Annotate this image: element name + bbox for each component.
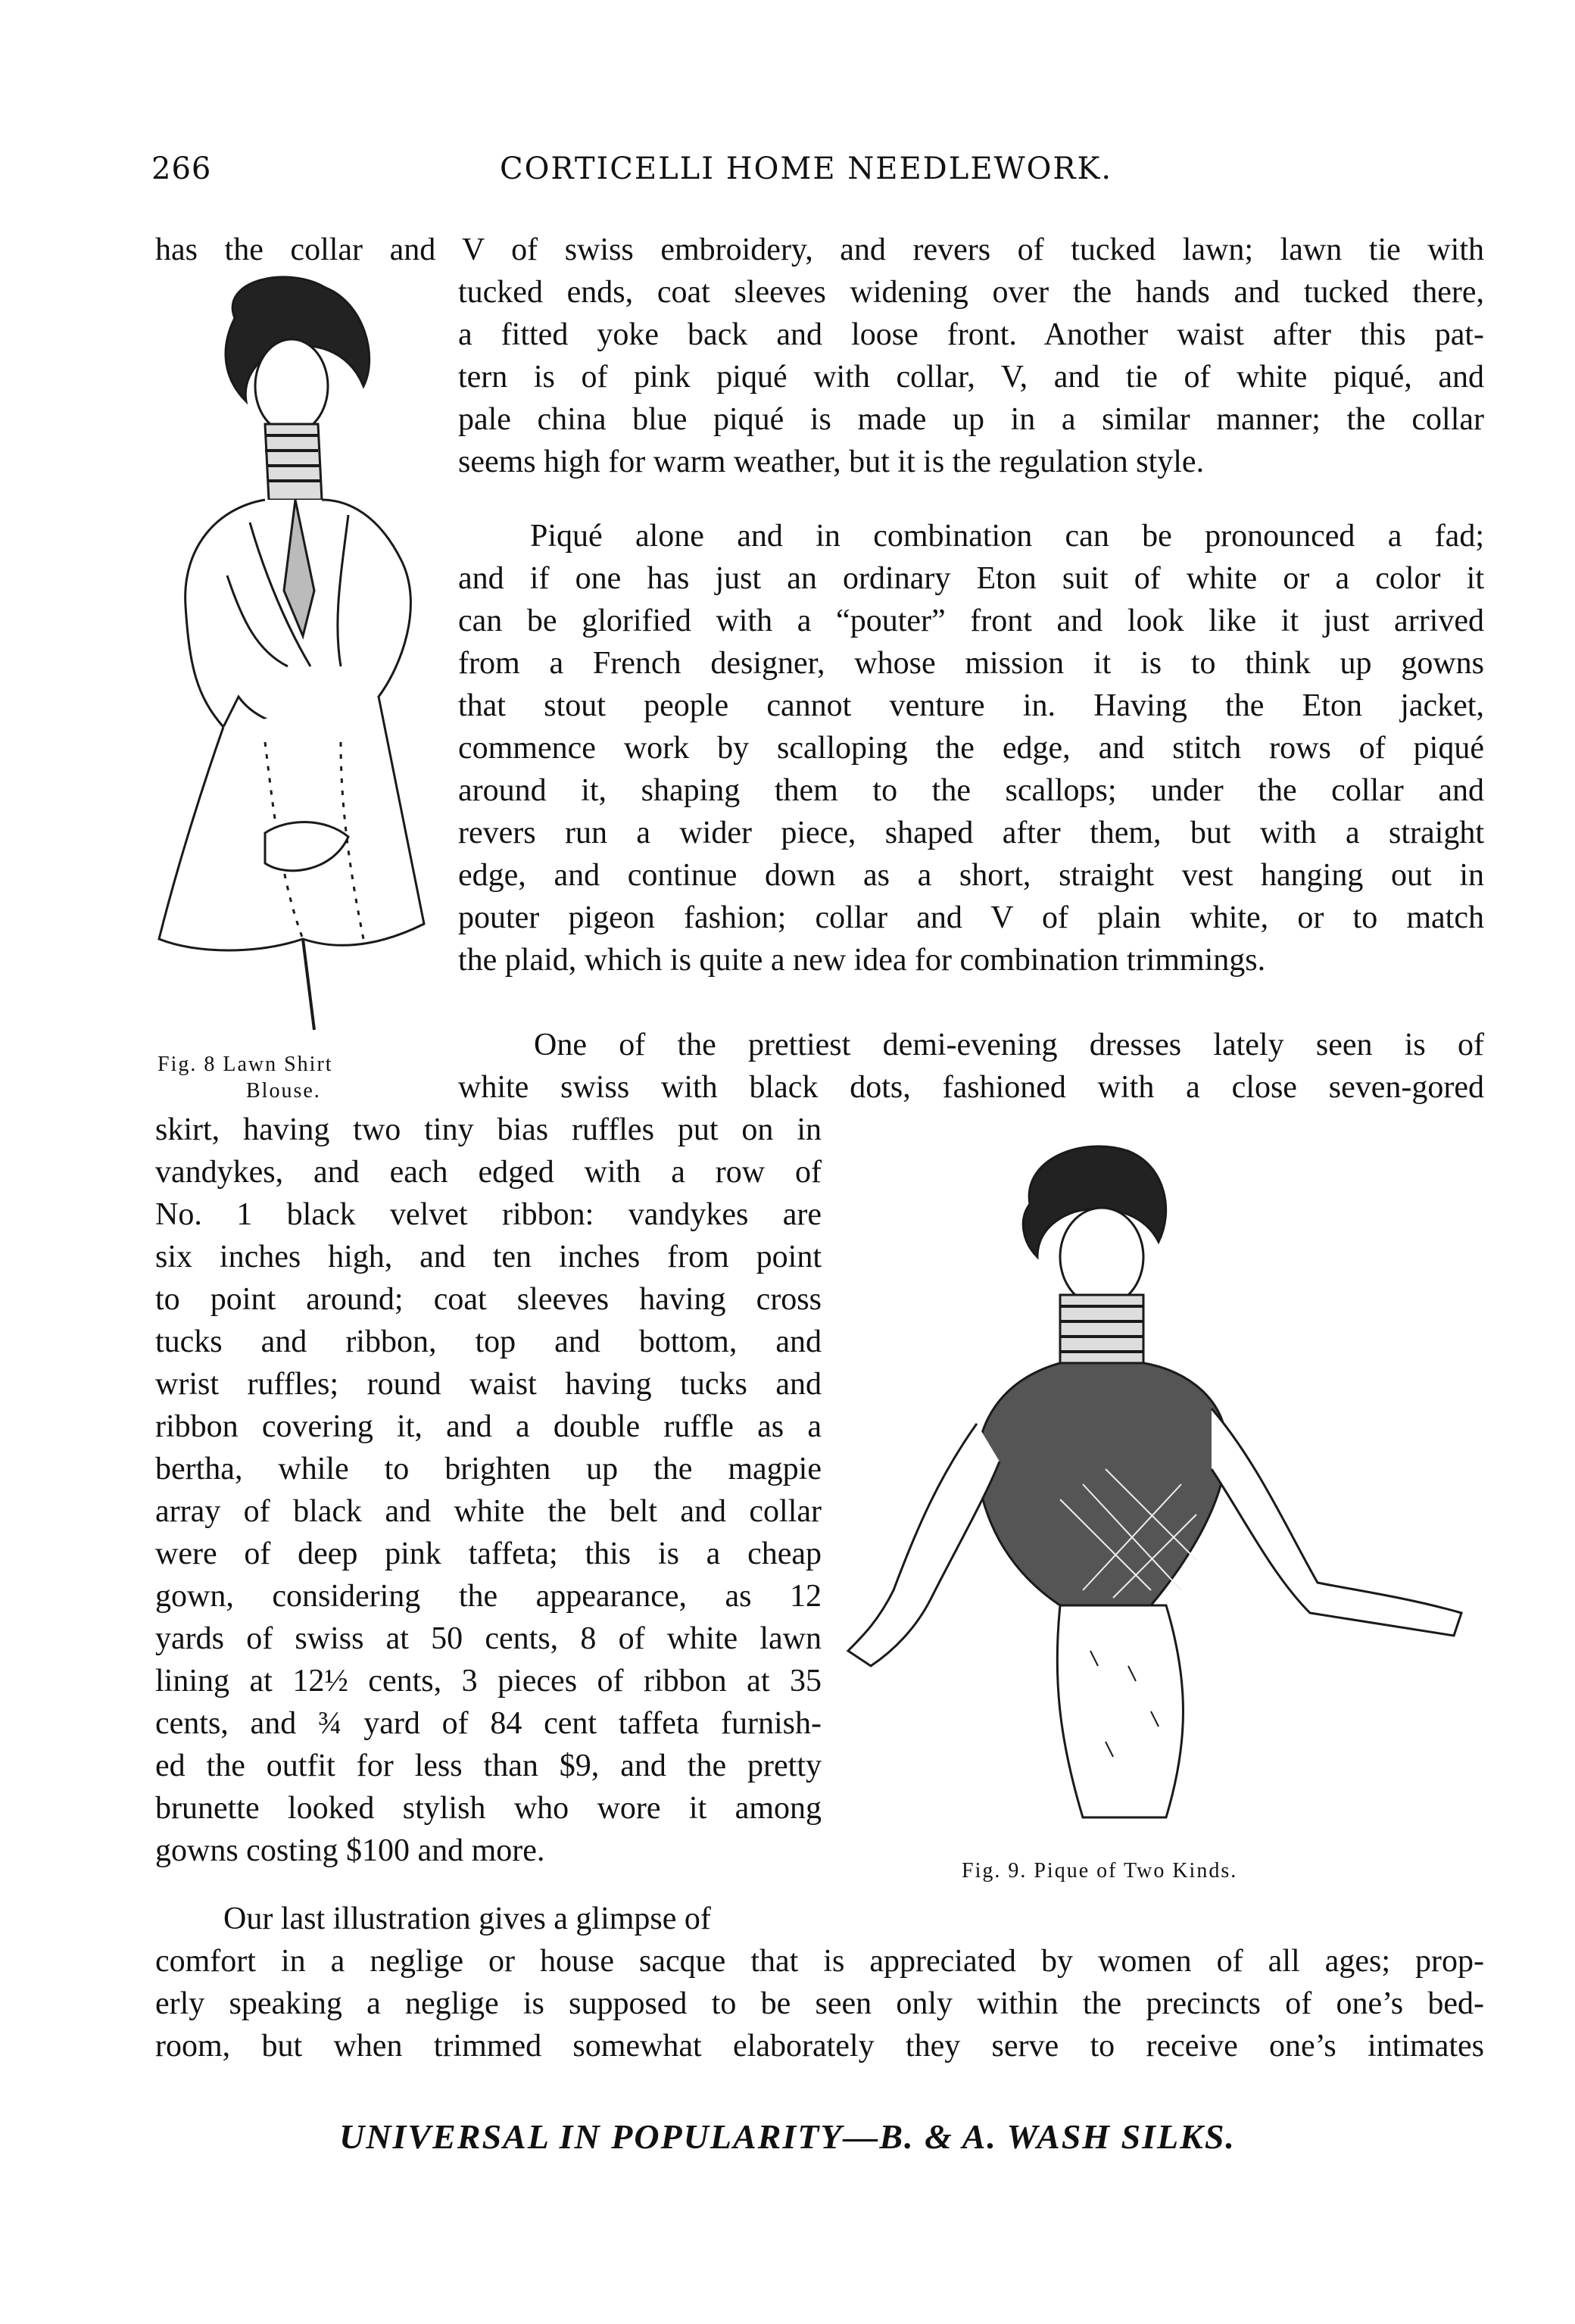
text-line: pouter pigeon fashion; collar and V of plain white, or to match (458, 900, 1484, 935)
text-line: to point around; coat sleeves having cross (155, 1282, 822, 1317)
fig9-left-arm (848, 1424, 1000, 1666)
text-line: cents, and ¾ yard of 84 cent taffeta furnish- (155, 1706, 822, 1741)
text-line: six inches high, and ten inches from point (155, 1240, 822, 1274)
text-line: bertha, while to brighten up the magpie (155, 1452, 822, 1486)
text-line: white swiss with black dots, fashioned with a close seven-gored (458, 1070, 1484, 1105)
text-line: yards of swiss at 50 cents, 8 of white lawn (155, 1621, 822, 1656)
text-line: can be glorified with a “pouter” front and look like it just arrived (458, 604, 1484, 638)
text-line: vandykes, and each edged with a row of (155, 1155, 822, 1190)
page-header (151, 151, 1484, 197)
text-line: revers run a wider piece, shaped after them, but with a straight (458, 816, 1484, 850)
text-line: Our last illustration gives a glimpse of (223, 1901, 711, 1936)
text-line: gown, considering the appearance, as 12 (155, 1579, 822, 1614)
running-title: CORTICELLI HOME NEEDLEWORK. (500, 151, 1113, 186)
text-line: array of black and white the belt and collar (155, 1494, 822, 1529)
text-line: ribbon covering it, and a double ruffle as a (155, 1409, 822, 1444)
text-line: and if one has just an ordinary Eton suit of white or a color it (458, 561, 1484, 596)
text-line: tucked ends, coat sleeves widening over the hands and tucked there, (458, 275, 1484, 310)
text-line: tucks and ribbon, top and bottom, and (155, 1324, 822, 1359)
fig8-face (255, 339, 328, 433)
fig9-face (1060, 1208, 1143, 1306)
page-number: 266 (151, 151, 212, 186)
text-line: that stout people cannot venture in. Having the Eton jacket, (458, 688, 1484, 723)
text-line: room, but when trimmed somewhat elaborately they serve to receive one’s intimates (155, 2029, 1484, 2064)
text-line: tern is of pink piqué with collar, V, and tie of white piqué, and (458, 360, 1484, 395)
text-line: commence work by scalloping the edge, and stitch rows of piqué (458, 731, 1484, 766)
text-line: the plaid, which is quite a new idea for combination trimmings. (458, 943, 1266, 978)
fig9-skirt (1057, 1605, 1183, 1817)
text-line: comfort in a neglige or house sacque that is appreciated by women of all ages; prop- (155, 1944, 1484, 1979)
text-line: One of the prettiest demi-evening dresses lately seen is of (534, 1028, 1484, 1062)
text-line: a fitted yoke back and loose front. Another waist after this pat- (458, 317, 1484, 352)
fig8-caption-line2: Blouse. (246, 1079, 321, 1103)
fig8-illustration (151, 273, 454, 1037)
text-line: from a French designer, whose mission it is to think up gowns (458, 646, 1484, 681)
text-line: around it, shaping them to the scallops; under the collar and (458, 773, 1484, 808)
footer-advertisement: UNIVERSAL IN POPULARITY—B. & A. WASH SILKS. (339, 2117, 1236, 2156)
text-line: No. 1 black velvet ribbon: vandykes are (155, 1197, 822, 1232)
fig9-illustration (833, 1136, 1484, 1833)
text-line: skirt, having two tiny bias ruffles put on in (155, 1112, 822, 1147)
fig9-caption: Fig. 9. Pique of Two Kinds. (962, 1859, 1238, 1883)
text-line: brunette looked stylish who wore it among (155, 1791, 822, 1826)
text-line: Piqué alone and in combination can be pronounced a fad; (530, 519, 1484, 554)
text-line: ed the outfit for less than $9, and the pretty (155, 1748, 822, 1783)
text-line: gowns costing $100 and more. (155, 1833, 545, 1868)
text-line: seems high for warm weather, but it is the regulation style. (458, 445, 1205, 479)
fig9-right-arm (1212, 1408, 1461, 1636)
fig8-caption-line1: Fig. 8 Lawn Shirt (158, 1053, 333, 1076)
text-line: pale china blue piqué is made up in a similar manner; the collar (458, 402, 1484, 437)
text-line: erly speaking a neglige is supposed to be seen only within the precincts of one’s bed- (155, 1986, 1484, 2021)
text-line: edge, and continue down as a short, straight vest hanging out in (458, 858, 1484, 893)
text-line: lining at 12½ cents, 3 pieces of ribbon at 35 (155, 1664, 822, 1699)
text-line: has the collar and V of swiss embroidery, and revers of tucked lawn; lawn tie with (155, 232, 1484, 267)
text-line: wrist ruffles; round waist having tucks and (155, 1367, 822, 1402)
text-line: were of deep pink taffeta; this is a cheap (155, 1536, 822, 1571)
